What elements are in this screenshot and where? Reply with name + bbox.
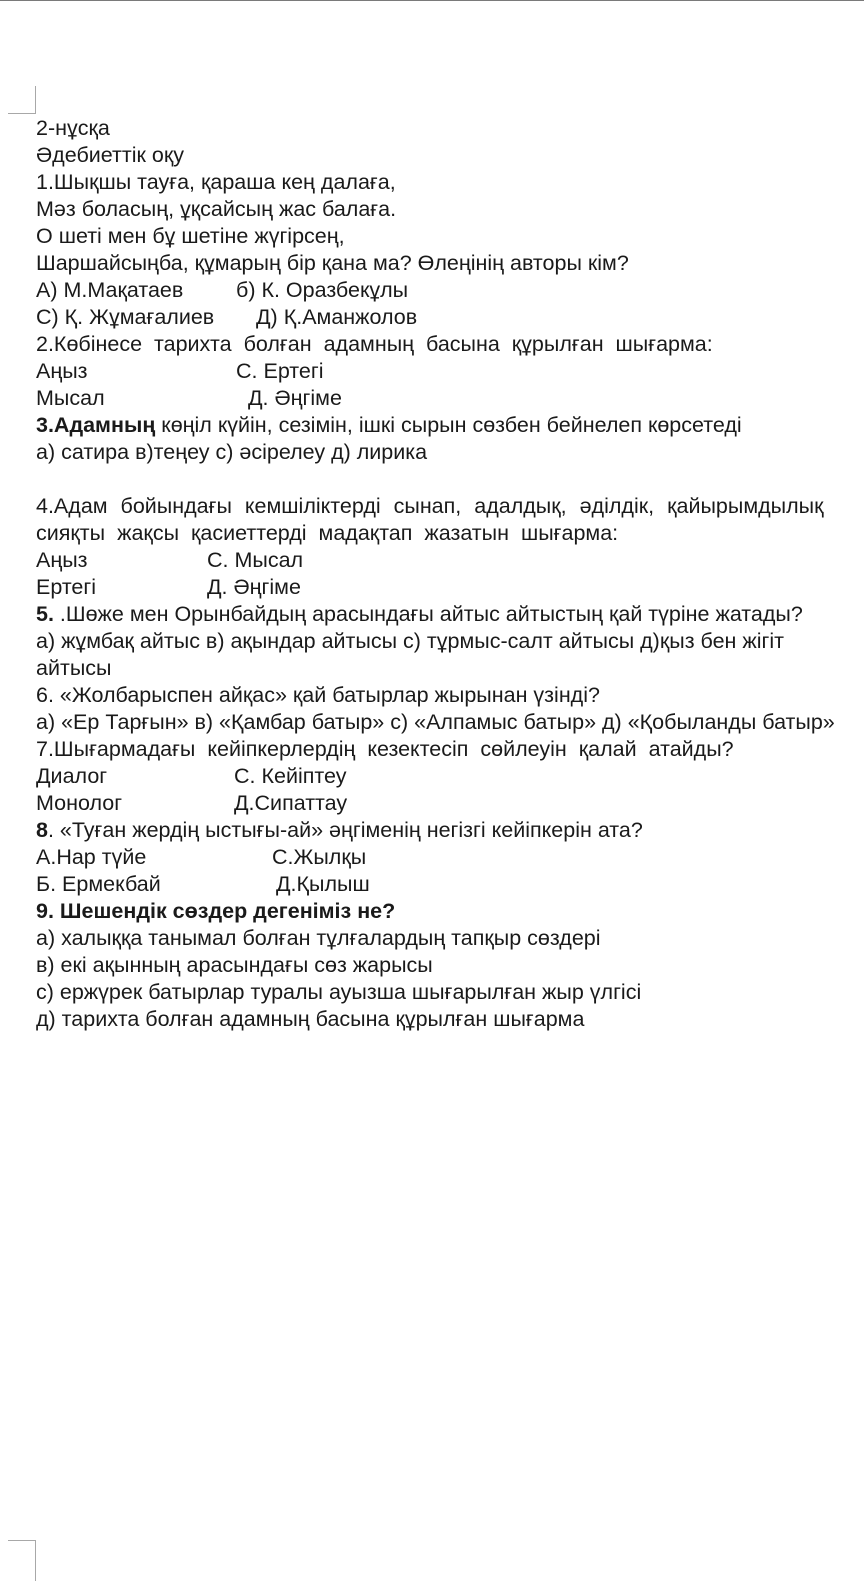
question-2-text: 2.Көбінесе тарихта болған адамның басына құрылған шығарма:: [36, 332, 713, 356]
question-5-text: [36, 601, 864, 628]
question-1-line-2: Мәз боласың, ұқсайсың жас балаға.: [36, 197, 397, 221]
q4-option-c: С. Мысал: [207, 548, 304, 572]
question-3-options: а) сатира в)теңеу с) әсірелеу д) лирика: [36, 440, 428, 464]
question-6-text: 6. «Жолбарыспен айқас» қай батырлар жырынан үзінді?: [36, 683, 600, 707]
q2-option-b: Мысал: [36, 386, 105, 410]
question-1-line-1: 1.Шықшы тауға, қараша кең далаға,: [36, 170, 396, 194]
question-2-options-row-2: [36, 385, 864, 412]
question-1-line-4: Шаршайсыңба, құмарың бір қана ма? Өлеңінің авторы кім?: [36, 251, 629, 275]
question-2-options-row-1: [36, 358, 864, 385]
question-9-text: [36, 898, 864, 925]
document-body: [36, 115, 864, 1033]
question-7-options-row-2: [36, 790, 864, 817]
q4-option-b: Ертегі: [36, 575, 97, 599]
question-9-option-b: в) екі ақынның арасындағы сөз жарысы: [36, 953, 433, 977]
subject-heading: Әдебиеттік оқу: [36, 143, 184, 167]
question-4-line-2: сияқты жақсы қасиеттерді мадақтап жазатын шығарма:: [36, 521, 619, 545]
q8-option-a: А.Нар түйе: [36, 845, 147, 869]
variant-heading: 2-нұсқа: [36, 116, 110, 140]
q1-option-b: б) К. Оразбекұлы: [236, 278, 409, 302]
q8-option-d: Д.Қылыш: [276, 872, 370, 896]
question-4-line-1: 4.Адам бойындағы кемшіліктерді сынап, адалдық, әділдік, қайырымдылық: [36, 494, 824, 518]
question-9-bold: 9. Шешендік сөздер дегеніміз не?: [36, 899, 396, 923]
q1-option-a: А) М.Мақатаев: [36, 278, 184, 302]
question-1-options-row-1: [36, 277, 864, 304]
q7-option-d: Д.Сипаттау: [234, 791, 348, 815]
question-7-options-row-1: [36, 763, 864, 790]
question-3-rest: көңіл күйін, сезімін, ішкі сырын сөзбен бейнелеп көрсетеді: [155, 413, 742, 437]
q2-option-a: Аңыз: [36, 359, 88, 383]
q7-option-b: Монолог: [36, 791, 123, 815]
question-6-options: а) «Ер Тарғын» в) «Қамбар батыр» с) «Алпамыс батыр» д) «Қобыланды батыр»: [36, 710, 835, 734]
question-8-options-row-2: [36, 871, 864, 898]
page-corner-mark-bottom: [8, 1540, 36, 1581]
question-8-text: [36, 817, 864, 844]
q7-option-a: Диалог: [36, 764, 108, 788]
question-5-options-line-1: а) жұмбақ айтыс в) ақындар айтысы с) тұрмыс-салт айтысы д)қыз бен жігіт: [36, 629, 785, 653]
q7-option-c: С. Кейіптеу: [234, 764, 347, 788]
question-7-text: 7.Шығармадағы кейіпкерлердің кезектесіп сөйлеуін қалай атайды?: [36, 737, 734, 761]
question-4-options-row-2: [36, 574, 864, 601]
q2-option-d: Д. Әңгіме: [248, 386, 342, 410]
question-9-option-d: д) тарихта болған адамның басына құрылған шығарма: [36, 1007, 585, 1031]
blank-line: [36, 466, 864, 493]
q1-option-d: Д) Қ.Аманжолов: [256, 305, 418, 329]
page-top-border: [0, 0, 864, 1]
question-5-rest: .Шөже мен Орынбайдың арасындағы айтыс айтыстың қай түріне жатады?: [53, 602, 803, 626]
question-9-option-a: а) халыққа танымал болған тұлғалардың тапқыр сөздері: [36, 926, 601, 950]
question-3-text: [36, 412, 864, 439]
page-corner-mark-top: [8, 86, 36, 114]
question-9-option-c: с) ержүрек батырлар туралы ауызша шығарылған жыр үлгісі: [36, 980, 642, 1004]
question-1-line-3: О шеті мен бұ шетіне жүгірсең,: [36, 224, 345, 248]
q8-option-b: Б. Ермекбай: [36, 872, 161, 896]
q4-option-d: Д. Әңгіме: [207, 575, 301, 599]
q2-option-c: С. Ертегі: [236, 359, 324, 383]
q1-option-c: С) Қ. Жұмағалиев: [36, 305, 215, 329]
question-5-options-line-2: айтысы: [36, 656, 112, 680]
q4-option-a: Аңыз: [36, 548, 88, 572]
question-1-options-row-2: [36, 304, 864, 331]
question-8-rest: . «Туған жердің ыстығы-ай» әңгіменің негізгі кейіпкерін ата?: [47, 818, 643, 842]
question-5-bold-lead: 5.: [36, 602, 54, 626]
question-4-options-row-1: [36, 547, 864, 574]
question-3-bold-lead: 3.Адамның: [36, 413, 156, 437]
q8-option-c: С.Жылқы: [272, 845, 367, 869]
question-8-options-row-1: [36, 844, 864, 871]
question-8-bold-lead: 8: [36, 818, 48, 842]
